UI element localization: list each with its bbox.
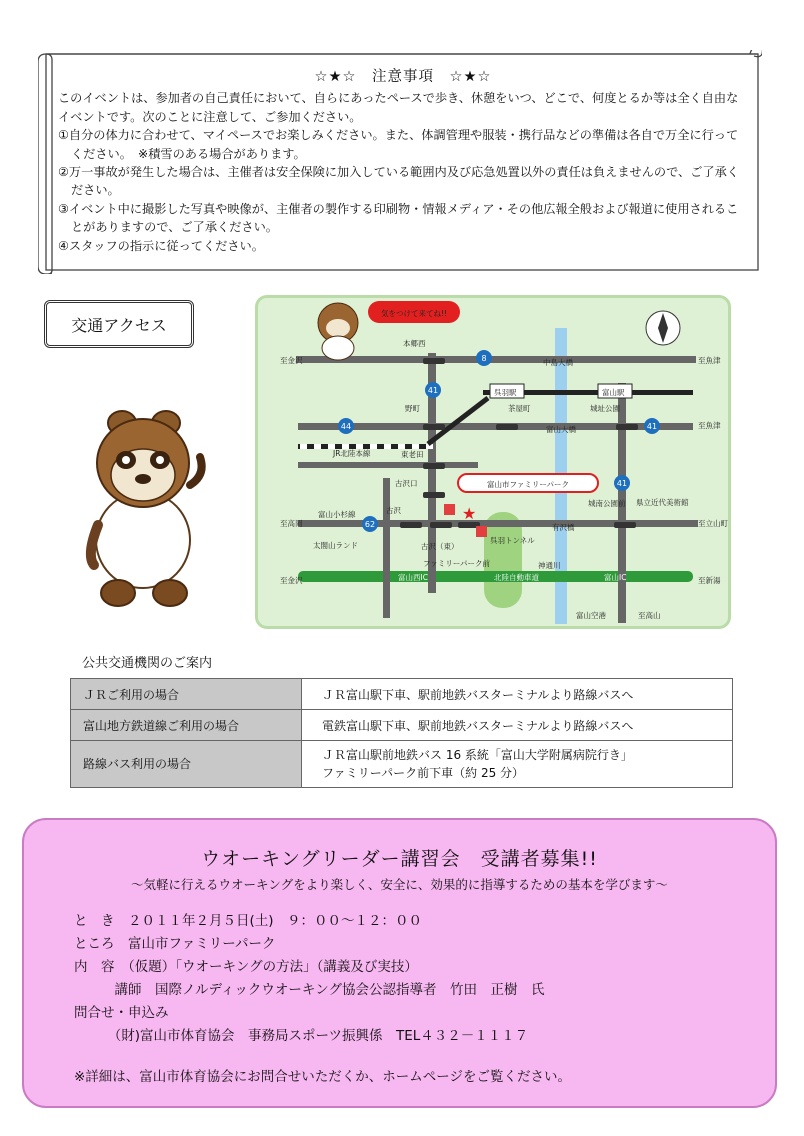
map-label: 有沢橋: [552, 523, 575, 532]
map-label: 富山大橋: [546, 425, 576, 434]
tanuki-mascot-illustration: [78, 405, 208, 610]
transit-value: 電鉄富山駅下車、駅前地鉄バスターミナルより路線バスへ: [302, 710, 733, 741]
map-label: 富山空港: [576, 611, 606, 620]
small-mascot-illustration: [318, 303, 358, 360]
seminar-line: ところ 富山市ファミリーパーク: [74, 936, 276, 952]
map-label: 至高岡: [280, 519, 303, 528]
notice-item: ②万一事故が発生した場合は、主催者は安全保険に加入している範囲内及び応急処置以外の責任は負えませんので、ご了承ください。: [58, 165, 739, 198]
notice-item: ①自分の体力に合わせて、マイペースでお楽しみください。また、体調管理や服装・携行品などの準備は各自で万全に行ってください。 ※積雪のある場合があります。: [58, 128, 739, 161]
map-label: 至魚津: [698, 356, 721, 365]
access-map: [255, 295, 731, 629]
seminar-title: ウオーキングリーダー講習会 受講者募集!!: [201, 848, 598, 870]
transit-label: 富山地方鉄道線ご利用の場合: [71, 710, 302, 741]
notice-intro: このイベントは、参加者の自己責任において、自らにあったペースで歩き、休憩をいつ、どこで、何度とるか等は全く自由なイベントです。次のことに注意して、ご参加ください。: [58, 91, 739, 124]
map-label: 古沢: [386, 506, 401, 515]
map-label: 至新湯: [698, 576, 721, 585]
seminar-line: （財)富山市体育協会 事務局スポーツ振興係 TEL４３２－１１１７: [74, 1028, 529, 1044]
map-label: 北陸自動車道: [494, 573, 539, 582]
table-row: [71, 679, 733, 710]
map-label: 呉羽駅: [494, 388, 517, 397]
map-label: 至金沢: [280, 356, 303, 365]
map-label: 太閤山ランド: [313, 541, 358, 550]
map-label: 富山小杉線: [318, 510, 356, 519]
route-41: 41: [616, 479, 628, 488]
route-41: 41: [427, 386, 439, 395]
map-label: 神通川: [538, 561, 561, 570]
seminar-line: 問合せ・申込み: [74, 1005, 169, 1021]
table-row: [71, 741, 733, 788]
map-label: ファミリーパーク前: [423, 559, 490, 568]
map-label: 東老田: [401, 450, 424, 459]
map-label: 富山西IC: [398, 573, 428, 582]
seminar-subtitle: ～気軽に行えるウオーキングをより楽しく、安全に、効果的に指導するための基本を学びます～: [131, 877, 668, 892]
map-label: 茶屋町: [508, 404, 531, 413]
map-label: 古沢口: [395, 479, 418, 488]
map-label: 富山IC: [604, 573, 627, 582]
destination-star-icon: ★: [462, 504, 477, 523]
map-label: 至高山: [638, 611, 661, 620]
seminar-line: 内 容 （仮題）「ウオーキングの方法」（講義及び実技）: [74, 959, 418, 975]
table-row: [71, 710, 733, 741]
route-44: 44: [340, 422, 352, 431]
seminar-note: ※詳細は、富山市体育協会にお問合せいただくか、ホームページをご覧ください。: [74, 1069, 572, 1085]
transit-value-line: ＪＲ富山駅前地鉄バス 16 系統「富山大学附属病院行き」: [322, 748, 633, 762]
seminar-box: [22, 818, 777, 1108]
route-62: 62: [364, 520, 376, 529]
map-label: 本郷西: [403, 339, 426, 348]
map-label: 至金沢: [280, 576, 303, 585]
mascot-bubble: 気をつけて来てね!!: [380, 309, 448, 318]
map-label: 古沢（東）: [421, 542, 459, 551]
route-8: 8: [481, 354, 487, 363]
route-41: 41: [646, 422, 658, 431]
seminar-line: と き ２０１１年２月５日(土) ９：００～１２：００: [74, 913, 423, 929]
transit-label: 路線バス利用の場合: [71, 741, 302, 788]
transit-title: 公共交通機関のご案内: [82, 656, 213, 671]
map-label: 中島大橋: [543, 358, 573, 367]
transit-label: ＪＲご利用の場合: [71, 679, 302, 710]
map-label: 至立山町: [698, 519, 728, 528]
route-map: [258, 298, 728, 626]
transit-value: ＪＲ富山駅下車、駅前地鉄バスターミナルより路線バスへ: [302, 679, 733, 710]
notice-item: ③イベント中に撮影した写真や映像が、主催者の製作する印刷物・情報メディア・その他広報全般および報道に使用されることがありますので、ご了承ください。: [58, 201, 739, 235]
transit-table: [70, 678, 733, 788]
map-label: 至魚津: [698, 421, 721, 430]
access-label: 交通アクセス: [44, 300, 194, 348]
notice-item: ④スタッフの指示に従ってください。: [58, 238, 264, 253]
transit-value-line: ファミリーパーク前下車（約 25 分）: [322, 766, 525, 780]
map-label: 城址公園: [590, 404, 620, 413]
map-label: JR北陸本線: [333, 449, 371, 458]
notice-title: ☆★☆ 注意事項 ☆★☆: [314, 69, 492, 85]
transit-value: [302, 741, 733, 788]
map-label: 城南公園前: [588, 499, 626, 508]
map-label: 呉羽トンネル: [490, 536, 535, 545]
seminar-line: 講師 国際ノルディックウオーキング協会公認指導者 竹田 正樹 氏: [74, 982, 545, 998]
destination-label: 富山市ファミリーパーク: [487, 480, 569, 489]
map-label: 県立近代美術館: [636, 498, 689, 507]
map-label: 富山駅: [602, 388, 625, 397]
notice-scroll: [38, 50, 762, 274]
map-label: 野町: [405, 404, 420, 413]
